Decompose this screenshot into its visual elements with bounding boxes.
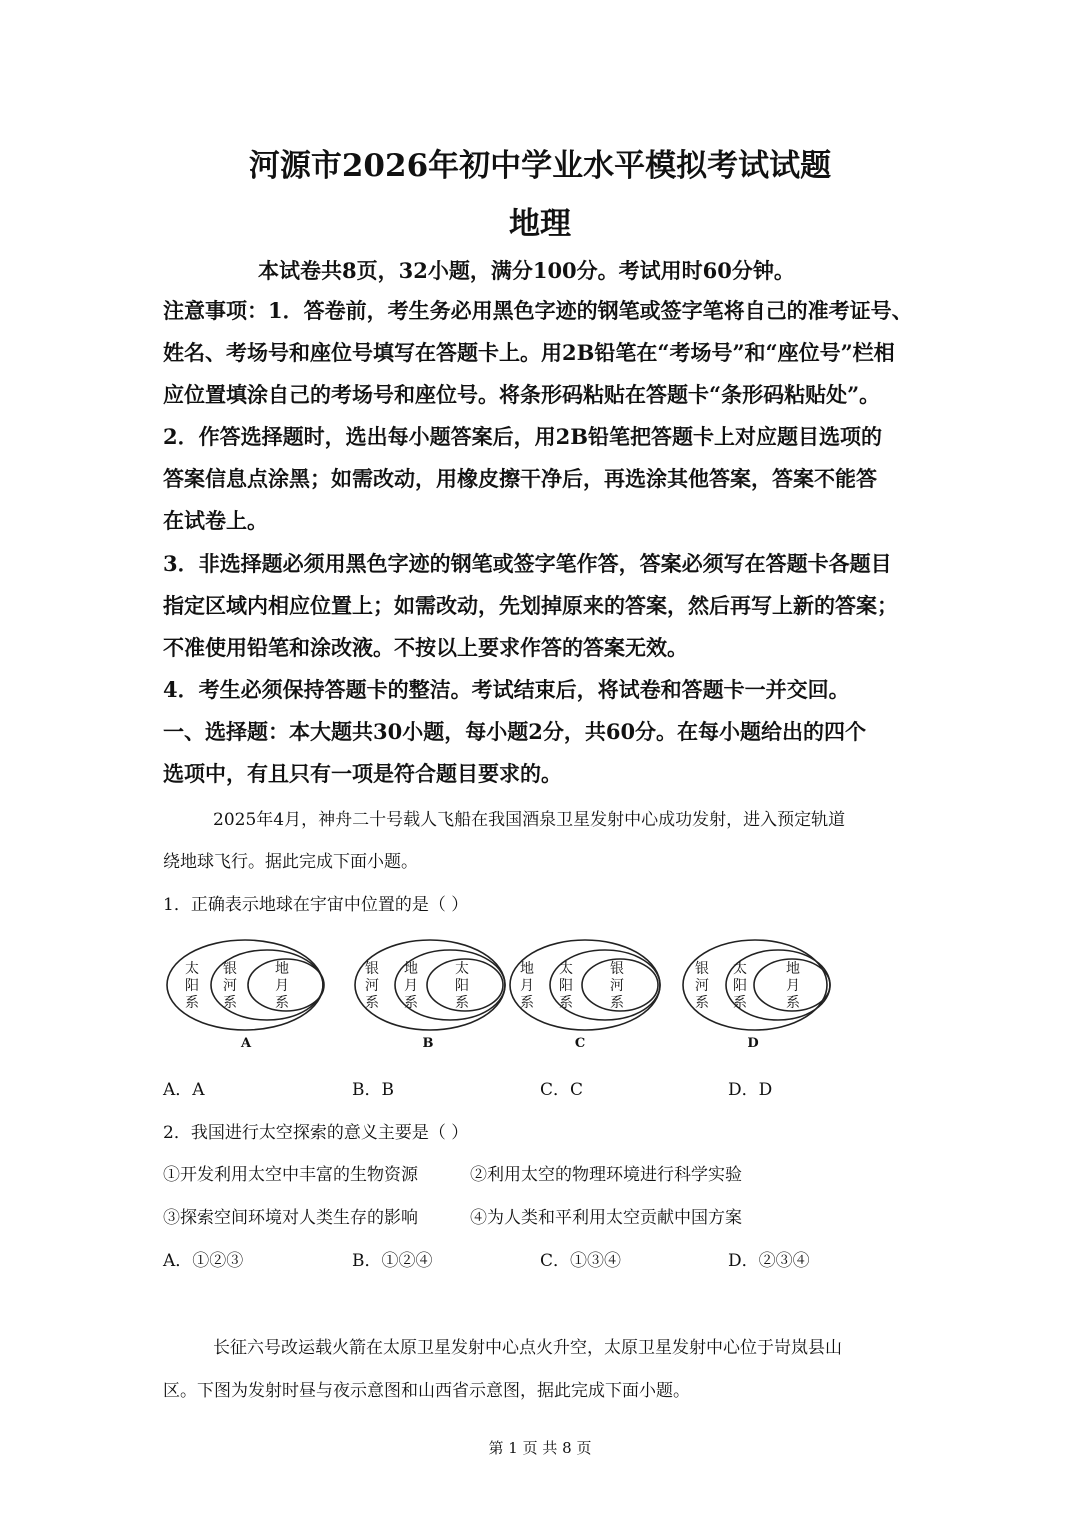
diagram-d-outer-1: 银 (695, 961, 709, 977)
note-line: 注意事项：1．答卷前，考生务必用黑色字迹的钢笔或签字笔将自己的准考证号、 (163, 298, 913, 323)
diagram-a-outer-1: 太 (185, 961, 199, 977)
diagram-a-middle-2: 河 (223, 978, 237, 994)
passage-line: 绕地球飞行。据此完成下面小题。 (163, 852, 418, 872)
diagram-d-label: D (747, 1036, 759, 1051)
section-line: 一、选择题：本大题共30小题，每小题2分，共60分。在每小题给出的四个 (163, 719, 867, 744)
note-line: 在试卷上。 (163, 508, 268, 533)
statement-item: ④为人类和平利用太空贡献中国方案 (470, 1208, 742, 1228)
diagram-a (167, 940, 324, 1051)
option-a[interactable]: A．①②③ (163, 1251, 244, 1271)
option-b[interactable]: B．①②④ (352, 1251, 433, 1271)
diagram-c-middle-1: 太 (559, 961, 573, 977)
diagram-c-inner-2: 河 (610, 978, 624, 994)
exam-intro: 本试卷共8页，32小题，满分100分。考试用时60分钟。 (258, 258, 795, 283)
section-line: 选项中，有且只有一项是符合题目要求的。 (163, 761, 562, 786)
statement-item: ③探索空间环境对人类生存的影响 (163, 1208, 418, 1228)
diagram-c-outer-3: 系 (520, 995, 534, 1011)
passage-line: 区。下图为发射时昼与夜示意图和山西省示意图，据此完成下面小题。 (163, 1381, 690, 1401)
diagram-d-inner-2: 月 (786, 978, 800, 994)
diagram-d-middle-2: 阳 (733, 978, 747, 994)
diagram-b-middle-3: 系 (404, 995, 418, 1011)
diagram-d-outer-3: 系 (695, 995, 709, 1011)
note-line: 指定区域内相应位置上；如需改动，先划掉原来的答案，然后再写上新的答案； (163, 593, 898, 618)
diagram-d (683, 940, 830, 1051)
diagram-a-outer-3: 系 (185, 995, 199, 1011)
diagram-b-outer-1: 银 (365, 961, 379, 977)
note-line: 不准使用铅笔和涂改液。不按以上要求作答的答案无效。 (163, 635, 688, 660)
option-c[interactable]: C．①③④ (540, 1251, 622, 1271)
diagram-b-outer-2: 河 (365, 978, 379, 994)
diagram-a-inner-1: 地 (275, 961, 289, 977)
diagram-d-inner-3: 系 (786, 995, 800, 1011)
note-line: 应位置填涂自己的考场号和座位号。将条形码粘贴在答题卡“条形码粘贴处”。 (163, 382, 881, 407)
option-b[interactable]: B．B (352, 1080, 394, 1100)
diagram-a-middle-1: 银 (223, 961, 237, 977)
option-d[interactable]: D．D (728, 1080, 773, 1100)
subject-title: 地理 (509, 206, 571, 242)
universe-level-diagrams (160, 935, 840, 1060)
statement-item: ②利用太空的物理环境进行科学实验 (470, 1165, 742, 1185)
page-footer: 第 1 页 共 8 页 (488, 1439, 592, 1457)
diagram-a-inner-2: 月 (275, 978, 289, 994)
passage-line: 2025年4月，神舟二十号载人飞船在我国酒泉卫星发射中心成功发射，进入预定轨道 (213, 810, 846, 830)
option-d[interactable]: D．②③④ (728, 1251, 810, 1271)
diagram-b (355, 940, 505, 1051)
diagram-a-middle-3: 系 (223, 995, 237, 1011)
diagram-c-label: C (574, 1036, 586, 1051)
note-line: 3．非选择题必须用黑色字迹的钢笔或签字笔作答，答案必须写在答题卡各题目 (163, 551, 892, 576)
diagram-a-inner-3: 系 (275, 995, 289, 1011)
diagram-d-outer-2: 河 (695, 978, 709, 994)
diagram-b-inner-1: 太 (455, 961, 469, 977)
diagram-b-inner-2: 阳 (455, 978, 469, 994)
exam-title: 河源市2026年初中学业水平模拟考试试题 (248, 148, 832, 184)
statement-item: ①开发利用太空中丰富的生物资源 (163, 1165, 418, 1185)
note-line: 2．作答选择题时，选出每小题答案后，用2B铅笔把答题卡上对应题目选项的 (163, 424, 882, 449)
diagram-c-middle-2: 阳 (559, 978, 573, 994)
diagram-b-label: B (422, 1036, 434, 1051)
diagram-b-middle-2: 月 (404, 978, 418, 994)
passage-line: 长征六号改运载火箭在太原卫星发射中心点火升空，太原卫星发射中心位于岢岚县山 (213, 1338, 842, 1358)
diagram-c-inner-3: 系 (610, 995, 624, 1011)
diagram-b-inner-3: 系 (455, 995, 469, 1011)
diagram-c-inner-1: 银 (610, 961, 624, 977)
diagram-d-middle-1: 太 (733, 961, 747, 977)
diagram-c-outer-1: 地 (520, 961, 534, 977)
question-1-stem: 1．正确表示地球在宇宙中位置的是（ ） (163, 895, 469, 915)
option-c[interactable]: C．C (540, 1080, 584, 1100)
diagram-d-inner-1: 地 (786, 961, 800, 977)
note-line: 姓名、考场号和座位号填写在答题卡上。用2B铅笔在“考场号”和“座位号”栏相 (163, 340, 895, 365)
diagram-a-outer-2: 阳 (185, 978, 199, 994)
diagram-b-middle-1: 地 (404, 961, 418, 977)
question-2-stem: 2．我国进行太空探索的意义主要是（ ） (163, 1123, 469, 1143)
diagram-c (510, 940, 660, 1051)
note-line: 4．考生必须保持答题卡的整洁。考试结束后，将试卷和答题卡一并交回。 (163, 677, 850, 702)
diagram-b-outer-3: 系 (365, 995, 379, 1011)
note-line: 答案信息点涂黑；如需改动，用橡皮擦干净后，再选涂其他答案，答案不能答 (163, 466, 877, 491)
option-a[interactable]: A．A (163, 1080, 205, 1100)
diagram-d-middle-3: 系 (733, 995, 747, 1011)
diagram-c-outer-2: 月 (520, 978, 534, 994)
diagram-c-middle-3: 系 (559, 995, 573, 1011)
diagram-a-label: A (240, 1036, 252, 1051)
